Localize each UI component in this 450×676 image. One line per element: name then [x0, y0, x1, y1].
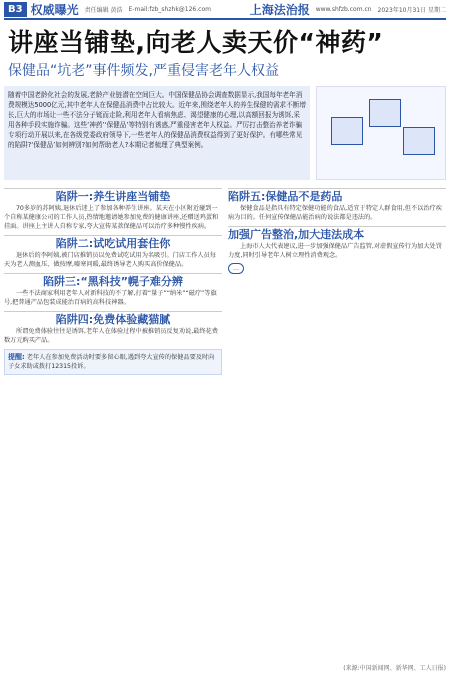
- page-header: [4, 0, 446, 20]
- trap4-text: 所谓免费体验往往是诱饵,老年人在体验过程中被推销员反复劝说,最终花费数万元购买产品。: [4, 328, 218, 344]
- section-title: 权威曝光: [30, 2, 79, 17]
- trap2-title: 陷阱二:试吃试用套住你: [4, 235, 222, 248]
- package-icon: [331, 117, 363, 145]
- trap3-text: 一些不法商家利用老年人对新科技的不了解,打着“量子”“纳米”“磁疗”等旗号,把普通产品包装成能治百病的高科技神器。: [4, 290, 217, 306]
- trap5-text: 保健食品是指具有特定保健功能的食品,适宜于特定人群食用,但不以治疗疾病为目的。任何宣传保健品能治病的说法都是违法的。: [228, 205, 442, 221]
- lead-paragraph: 随着中国老龄化社会的发展,老龄产业链潜在空间巨大。中国保健品协会调查数据显示,我国每年老年消费规模达5000亿元,其中老年人在保健品消费中占比较大。近年来,围绕老年人的养生保健的需求不断增长,巨大的市场让一些不法分子铤而走险,利用老年人看病焦虑、渴望健康的心理,以高额回报为诱饵,采用各种手段实施诈骗。这些‘神药’‘保健品’等特别有诱惑,严重侵害老年人权益。严厉打击整治养老诈骗专项行动开展以来,在各级党委政府领导下,一些老年人的保健品消费权益得到了更好保护。有哪些常见的陷阱?‘保健品’如何辨别?如何帮助老人?本期记者梳理了典型案例。: [4, 86, 310, 180]
- right-column: [228, 184, 446, 379]
- editor-meta: 责任编辑 黄浩: [84, 6, 123, 14]
- headline: 讲座当铺垫,向老人卖天价“神药”: [8, 28, 384, 57]
- trap3-title: 陷阱三:“黑科技”幌子难分辨: [4, 273, 222, 286]
- package-icon: [369, 99, 401, 127]
- callout: [4, 349, 222, 375]
- email-meta: E-mail:fzb_shzhk@126.com: [128, 5, 211, 13]
- masthead-logo: 上海法治报: [249, 2, 310, 17]
- callout-title: 提醒:: [8, 353, 25, 361]
- subheadline: 保健品“坑老”事件频发,严重侵害老年人权益: [8, 63, 279, 79]
- illustration: [316, 86, 446, 180]
- trap4-title: 陷阱四:免费体验藏猫腻: [4, 311, 222, 324]
- trap1-text: 70多岁的苏阿姨,退休后迷上了参加各种养生讲座。某天在小区附近碰到一个自称某健康公司的工作人员,热情地邀请她参加免费的健康讲座,还赠送鸡蛋和挂面。讲座上主讲人自称专家,夸大宣传某款保健品可以治疗多种慢性疾病。: [4, 205, 219, 230]
- website[interactable]: www.shfzb.com.cn: [315, 5, 372, 13]
- package-icon: [403, 127, 435, 155]
- enforcement-text: 上海市人大代表建议,进一步加强保健品广告监管,对虚假宣传行为加大处罚力度,同时引导老年人树立理性消费观念。: [228, 243, 442, 259]
- trap5-title: 陷阱五:保健品不是药品: [228, 188, 446, 201]
- trap1-title: 陷阱一:养生讲座当铺垫: [4, 188, 222, 201]
- page-badge: B3: [4, 2, 27, 17]
- more-link[interactable]: …: [228, 263, 244, 274]
- trap2-text: 退休后的李阿姨,被门店推销员以免费试吃试用为名吸引。门店工作人员每天为老人测血压、做按摩,嘘寒问暖,最终诱导老人购买高价保健品。: [4, 252, 216, 268]
- callout-text: 老年人在参加免费活动时要多留心眼,遇到夸大宣传的保健品要及时向子女求助或拨打12315投诉。: [8, 354, 215, 370]
- left-column: [4, 184, 222, 379]
- article-columns: [4, 184, 446, 379]
- date: 2023年10月31日 星期二: [377, 6, 446, 14]
- enforcement-title: 加强广告整治,加大违法成本: [228, 226, 446, 239]
- hero-row: [4, 86, 446, 180]
- source-note: (来源:中国新闻网、新华网、工人日报): [343, 665, 446, 672]
